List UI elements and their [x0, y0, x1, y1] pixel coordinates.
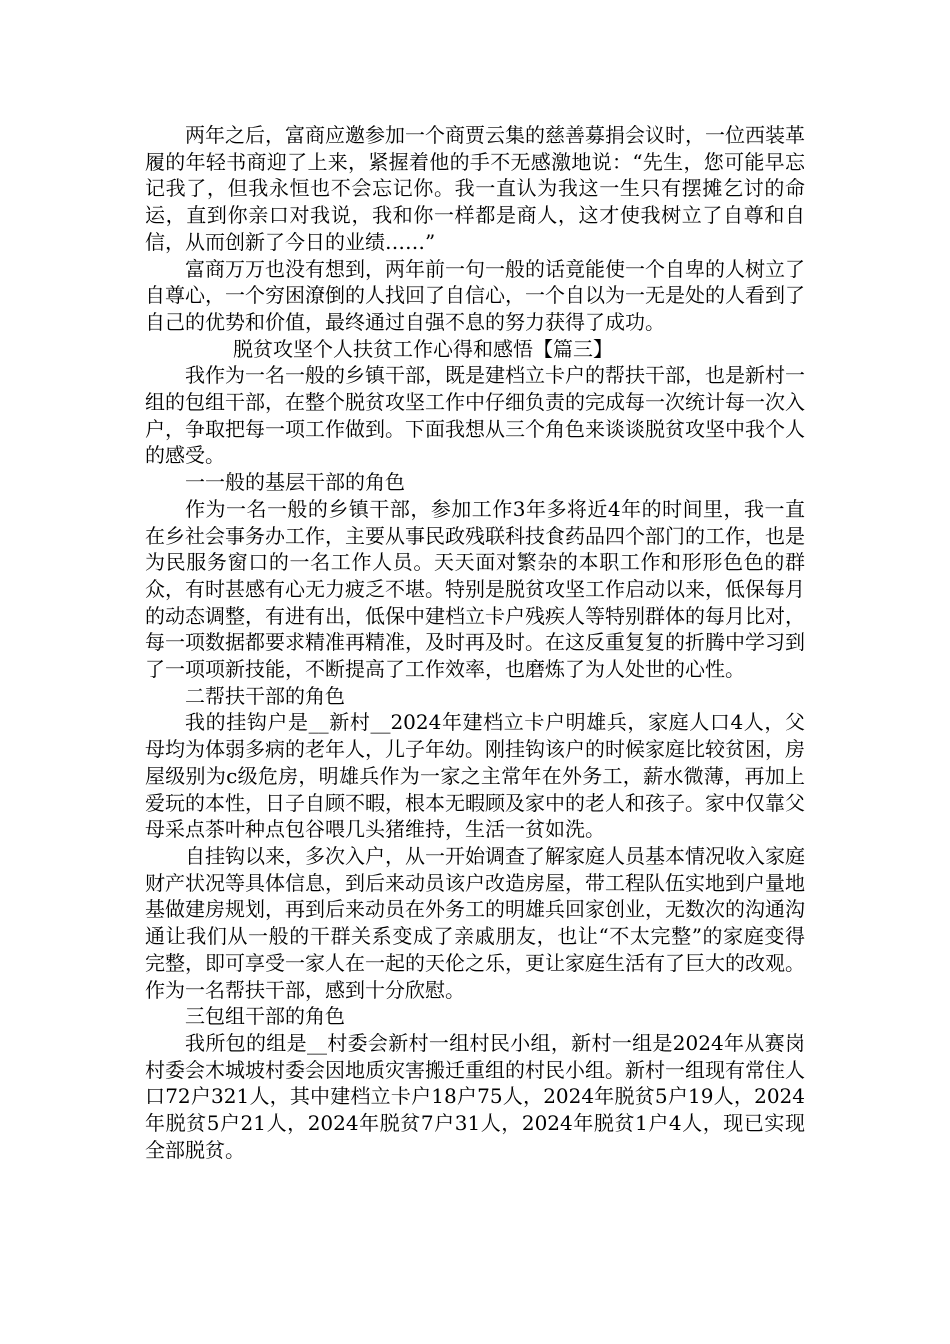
- subheading-group-cadre: 三包组干部的角色: [185, 1004, 345, 1029]
- paragraph-rich-man-meeting: 两年之后，富商应邀参加一个商贾云集的慈善募捐会议时，一位西装革履的年轻书商迎了上来，紧握着他的手不无感激地说：“先生，您可能早忘记我了，但我永恒也不会忘记你。我一直认为我这一生只有摆摊乞讨的命运，直到你亲口对我说，我和你一样都是商人，这才使我树立了自尊和自信，从而创新了今日的业绩……”: [145, 123, 805, 254]
- section-title: 脱贫攻坚个人扶贫工作心得和感悟【篇三】: [233, 336, 613, 361]
- paragraph-grassroots-cadre: 作为一名一般的乡镇干部，参加工作3年多将近4年的时间里，我一直在乡社会事务办工作，主要从事民政残联科技食药品四个部门的工作，也是为民服务窗口的一名工作人员。天天面对繁杂的本职工作和形形色色的群众，有时甚感有心无力疲乏不堪。特别是脱贫攻坚工作启动以来，低保每月的动态调整，有进有出，低保中建档立卡户残疾人等特别群体的每月比对，每一项数据都要求精准再精准，及时再及时。在这反重复复的折腾中学习到了一项项新技能，不断提高了工作效率，也磨炼了为人处世的心性。: [145, 496, 805, 682]
- paragraph-assigned-household: 我的挂钩户是__新村__2024年建档立卡户明雄兵，家庭人口4人，父母均为体弱多病的老年人，儿子年幼。刚挂钩该户的时候家庭比较贫困，房屋级别为c级危房，明雄兵作为一家之主常年在外务工，薪水微薄，再加上爱玩的本性，日子自顾不暇，根本无暇顾及家中的老人和孩子。家中仅靠父母采点茶叶种点包谷喂几头猪维持，生活一贫如洗。: [145, 710, 805, 842]
- subheading-grassroots-cadre: 一一般的基层干部的角色: [185, 470, 405, 495]
- paragraph-household-progress: 自挂钩以来，多次入户，从一开始调查了解家庭人员基本情况收入家庭财产状况等具体信息，到后来动员该户改造房屋，带工程队伍实地到户量地基做建房规划，再到后来动员在外务工的明雄兵回家创业，无数次的沟通沟通让我们从一般的干群关系变成了亲戚朋友，也让“不太完整”的家庭变得完整，即可享受一家人在一起的天伦之乐，更让家庭生活有了巨大的改观。作为一名帮扶干部，感到十分欣慰。: [145, 843, 805, 1002]
- document-body: [145, 122, 805, 1163]
- subheading-assistance-cadre: 二帮扶干部的角色: [185, 683, 345, 708]
- paragraph-rich-man-reflection: 富商万万也没有想到，两年前一句一般的话竟能使一个自卑的人树立了自尊心，一个穷困潦倒的人找回了自信心，一个自以为一无是处的人看到了自己的优势和价值，最终通过自强不息的努力获得了成功。: [145, 256, 805, 334]
- paragraph-introduction: 我作为一名一般的乡镇干部，既是建档立卡户的帮扶干部，也是新村一组的包组干部，在整个脱贫攻坚工作中仔细负责的完成每一次统计每一次入户，争取把每一项工作做到。下面我想从三个角色来谈谈脱贫攻坚中我个人的感受。: [145, 363, 805, 468]
- paragraph-group-statistics: 我所包的组是__村委会新村一组村民小组，新村一组是2024年从赛岗村委会木城坡村委会因地质灾害搬迁重组的村民小组。新村一组现有常住人口72户321人，其中建档立卡户18户75人，2024年脱贫5户19人，2024年脱贫5户21人，2024年脱贫7户31人，2024年脱贫1户4人，现已实现全部脱贫。: [145, 1030, 805, 1162]
